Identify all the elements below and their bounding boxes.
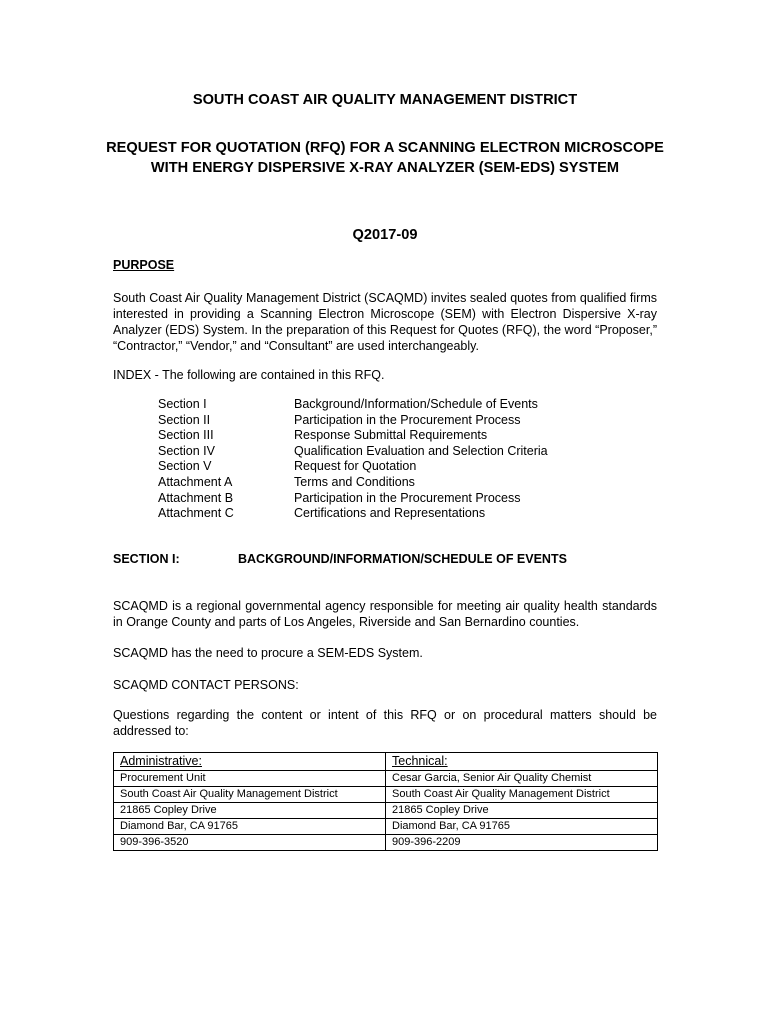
index-title: Participation in the Procurement Process: [294, 412, 521, 427]
index-title: Response Submittal Requirements: [294, 428, 488, 443]
section1-title: BACKGROUND/INFORMATION/SCHEDULE OF EVENTS: [238, 552, 567, 566]
questions-paragraph: Questions regarding the content or intent of this RFQ or on procedural matters should be addressed to:: [113, 708, 657, 738]
technical-cell: 909-396-2209: [386, 835, 658, 851]
index-row: [158, 428, 548, 444]
index-section: Attachment B: [158, 490, 234, 505]
agency-paragraph: SCAQMD is a regional governmental agency responsible for meeting air quality health standards in Orange County and parts of Los Angeles, Riverside and San Bernardino counties.: [113, 599, 657, 629]
administrative-cell: 21865 Copley Drive: [114, 803, 386, 819]
table-row: [114, 835, 658, 851]
administrative-cell: South Coast Air Quality Management District: [114, 787, 386, 803]
table-row: [114, 819, 658, 835]
section1-label: SECTION I:: [113, 552, 180, 566]
index-title: Qualification Evaluation and Selection Criteria: [294, 443, 548, 458]
index-section: Section IV: [158, 443, 215, 458]
index-row: [158, 444, 548, 460]
index-section: Attachment C: [158, 506, 234, 521]
index-row: [158, 413, 548, 429]
technical-cell: 21865 Copley Drive: [386, 803, 658, 819]
index-title: Terms and Conditions: [294, 474, 415, 489]
index-title: Request for Quotation: [294, 459, 417, 474]
index-list: [158, 397, 548, 522]
doc-title-text: REQUEST FOR QUOTATION (RFQ) FOR A SCANNING ELECTRON MICROSCOPE WITH ENERGY DISPERSIVE X-RAY ANALYZER (SEM-EDS) SYSTEM: [106, 140, 664, 176]
index-section: Section II: [158, 412, 211, 427]
index-row: [158, 475, 548, 491]
contacts-heading: SCAQMD CONTACT PERSONS:: [113, 678, 299, 692]
index-row: [158, 506, 548, 522]
index-section: Section I: [158, 397, 207, 411]
technical-cell: Diamond Bar, CA 91765: [386, 819, 658, 835]
index-section: Section III: [158, 428, 214, 443]
index-intro: INDEX - The following are contained in this RFQ.: [113, 368, 385, 382]
purpose-heading: PURPOSE: [113, 258, 175, 272]
administrative-header: Administrative:: [114, 753, 386, 771]
administrative-cell: Procurement Unit: [114, 771, 386, 787]
table-row: [114, 787, 658, 803]
purpose-paragraph: South Coast Air Quality Management District (SCAQMD) invites sealed quotes from qualified firms interested in providing a Scanning Electron Microscope (SEM) with Electron Dispersive X-ray Analyzer (EDS) System. In the preparation of this Request for Quotes (RFQ), the word “Proposer,” “Contractor,” “Vendor,” and “Consultant” are used interchangeably.: [113, 291, 657, 353]
administrative-cell: Diamond Bar, CA 91765: [114, 819, 386, 835]
technical-header: Technical:: [386, 753, 658, 771]
administrative-cell: 909-396-3520: [114, 835, 386, 851]
technical-cell: Cesar Garcia, Senior Air Quality Chemist: [386, 771, 658, 787]
index-row: [158, 459, 548, 475]
procure-paragraph: SCAQMD has the need to procure a SEM-EDS System.: [113, 646, 423, 660]
contacts-table: [113, 752, 658, 851]
doc-title: [0, 138, 770, 178]
index-title: Background/Information/Schedule of Events: [294, 397, 538, 411]
technical-cell: South Coast Air Quality Management District: [386, 787, 658, 803]
index-title: Participation in the Procurement Process: [294, 490, 521, 505]
index-section: Section V: [158, 459, 212, 474]
org-title: SOUTH COAST AIR QUALITY MANAGEMENT DISTRICT: [192, 92, 578, 108]
index-row: [158, 491, 548, 507]
table-row: [114, 771, 658, 787]
index-row: [158, 397, 548, 413]
index-title: Certifications and Representations: [294, 506, 486, 521]
table-row: [114, 803, 658, 819]
index-section: Attachment A: [158, 474, 233, 489]
contacts-header-row: [114, 753, 658, 771]
rfq-number: Q2017-09: [352, 227, 418, 243]
